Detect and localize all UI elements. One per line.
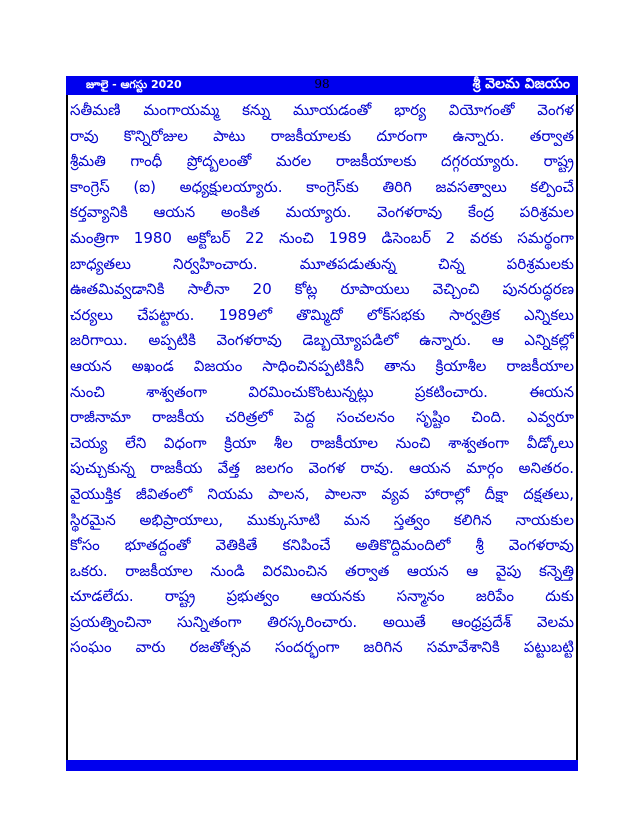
text-line: మంత్రిగా 1980 అక్టోబర్ 22 నుంచి 1989 డిసెంబర్ 2 వరకు సమర్థంగా [70, 228, 574, 247]
article-body [70, 98, 574, 661]
text-line: శ్రీమతి గాంధీ ప్రోద్బలంతో మరల రాజకీయాలకు దగ్గరయ్యారు. రాష్ట్ర [70, 152, 574, 171]
header-bar [66, 76, 578, 95]
footer-bar [66, 760, 578, 771]
text-line: స్థిరమైన అభిప్రాయాలు, ముక్కుసూటి మన స్తత్వం కలిగిన నాయకుల [70, 510, 574, 529]
text-line: జరిగాయి. అప్పటికి వెంగళరావు డెబ్బయ్యోపడిలో ఉన్నారు. ఆ ఎన్నికల్లో [70, 331, 574, 350]
text-line: చెయ్య లేని విధంగా క్రియా శీల రాజకీయాల నుంచి శాశ్వతంగా వీడ్కోలు [70, 433, 574, 452]
text-line: ఆయన అఖండ విజయం సాధించినప్పటికినీ తాను క్రియాశీల రాజకీయాల [70, 356, 574, 375]
text-line: రావు కొన్నిరోజుల పాటు రాజకీయాలకు దూరంగా ఉన్నారు. తర్వాత [70, 126, 574, 145]
text-line: కాంగ్రెస్ (ఐ) అధ్యక్షులయ్యారు. కాంగ్రెస్‌కు తిరిగి జవసత్వాలు కల్పించే [70, 177, 574, 196]
text-line: ప్రయత్నించినా సున్నితంగా తిరస్కరించారు. అయితే ఆంధ్రప్రదేశ్ వెలమ [70, 612, 574, 631]
text-line: చర్యలు చేపట్టారు. 1989లో తొమ్మిదో లోక్‌సభకు సార్వత్రిక ఎన్నికలు [70, 305, 574, 324]
issue-date: జూలై - ఆగస్టు 2020 [86, 78, 182, 91]
text-line: ఊతమివ్వడానికి సాలీనా 20 కోట్ల రూపాయలు వెచ్చించి పునరుద్ధరణ [70, 280, 574, 299]
text-line: బాధ్యతలు నిర్వహించారు. మూతపడుతున్న చిన్న పరిశ్రమలకు [70, 254, 574, 273]
text-line: రాజీనామా రాజకీయ చరిత్రలో పెద్ద సంచలనం సృష్టిం చింది. ఎవ్వరూ [70, 408, 574, 427]
text-line: సతీమణి మంగాయమ్మ కన్ను మూయడంతో భార్య వియోగంతో వెంగళ [70, 101, 574, 119]
text-line: ఒకరు. రాజకీయాల నుండి విరమించిన తర్వాత ఆయన ఆ వైపు కన్నెత్తి [70, 561, 574, 580]
text-line: కోసం భూతద్దంతో వెతికితే కనిపించే అతికొద్దిమందిలో శ్రీ వెంగళరావు [70, 536, 574, 555]
text-line: సంఘం వారు రజతోత్సవ సందర్భంగా జరిగిన సమావేశానికి పట్టుబట్టి [70, 638, 574, 657]
text-line: చూడలేదు. రాష్ట్ర ప్రభుత్వం ఆయనకు సన్మానం జరిపేం దుకు [70, 587, 574, 606]
page-number: 98 [314, 77, 330, 91]
text-line: పుచ్చుకున్న రాజకీయ వేత్త జలగం వెంగళ రావు. ఆయన మార్గం అనితరం. [70, 459, 574, 478]
text-line: వైయుక్తిక జీవితంలో నియమ పాలన, పాలనా వ్యవ హారాల్లో దీక్షా దక్షతలు, [70, 484, 574, 503]
text-line: కర్తవ్యానికి ఆయన అంకిత మయ్యారు. వెంగళరావు కేంద్ర పరిశ్రమల [70, 203, 574, 222]
text-line: నుంచి శాశ్వతంగా విరమించుకొంటున్నట్లు ప్రకటించారు. ఈయన [70, 382, 574, 401]
magazine-title: శ్రీ వెలమ విజయం [472, 76, 570, 92]
